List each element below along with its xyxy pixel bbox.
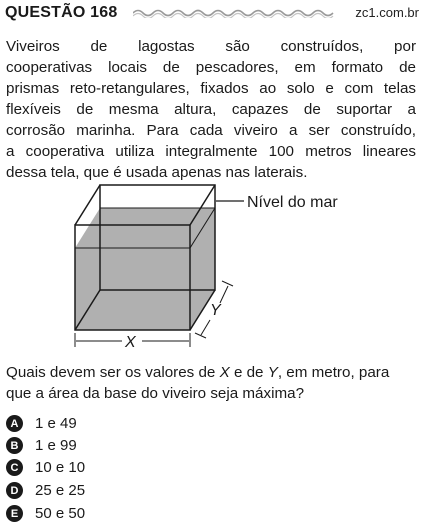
- option-e[interactable]: [6, 505, 85, 522]
- question-header: [5, 2, 425, 24]
- option-b-badge: B: [6, 437, 23, 454]
- option-c-badge: C: [6, 459, 23, 476]
- option-e-badge: E: [6, 505, 23, 522]
- option-d[interactable]: [6, 482, 85, 499]
- statement-line: prismas reto-retangulares, fixados ao solo e com telas: [6, 80, 416, 97]
- sea-level-label: Nível do mar: [247, 194, 338, 211]
- statement-line: a cooperativa utiliza integralmente 100 metros lineares: [6, 143, 416, 160]
- statement-line: flexíveis de mesma altura, capazes de suportar a: [6, 101, 416, 118]
- decorative-wave-divider: [133, 8, 338, 18]
- water-region: [75, 208, 215, 330]
- option-a-badge: A: [6, 415, 23, 432]
- option-a-text: 1 e 49: [35, 415, 77, 432]
- y-dimension-label: Y: [210, 302, 221, 319]
- statement-line: Viveiros de lagostas são construídos, por: [6, 38, 416, 55]
- question-prompt: Quais devem ser os valores de X e de Y, em metro, para que a área da base do viveiro seja máxima?: [6, 364, 390, 402]
- statement-line: dessa tela, que é usada apenas nas laterais.: [6, 164, 308, 181]
- option-d-badge: D: [6, 482, 23, 499]
- statement-line: cooperativas locais de pescadores, em formato de: [6, 59, 416, 76]
- aquarium-box-figure: [40, 175, 370, 355]
- question-number: QUESTÃO 168: [5, 4, 118, 21]
- option-c[interactable]: [6, 459, 85, 476]
- statement-line: corrosão marinha. Para cada viveiro a ser construído,: [6, 122, 416, 139]
- option-b[interactable]: [6, 437, 77, 454]
- question-statement: [6, 36, 416, 183]
- x-dimension-label: X: [125, 334, 136, 351]
- option-c-text: 10 e 10: [35, 459, 86, 476]
- option-b-text: 1 e 99: [35, 437, 77, 454]
- option-d-text: 25 e 25: [35, 482, 86, 499]
- site-url: zc1.com.br: [355, 5, 419, 20]
- option-e-text: 50 e 50: [35, 505, 86, 522]
- option-a[interactable]: [6, 415, 77, 432]
